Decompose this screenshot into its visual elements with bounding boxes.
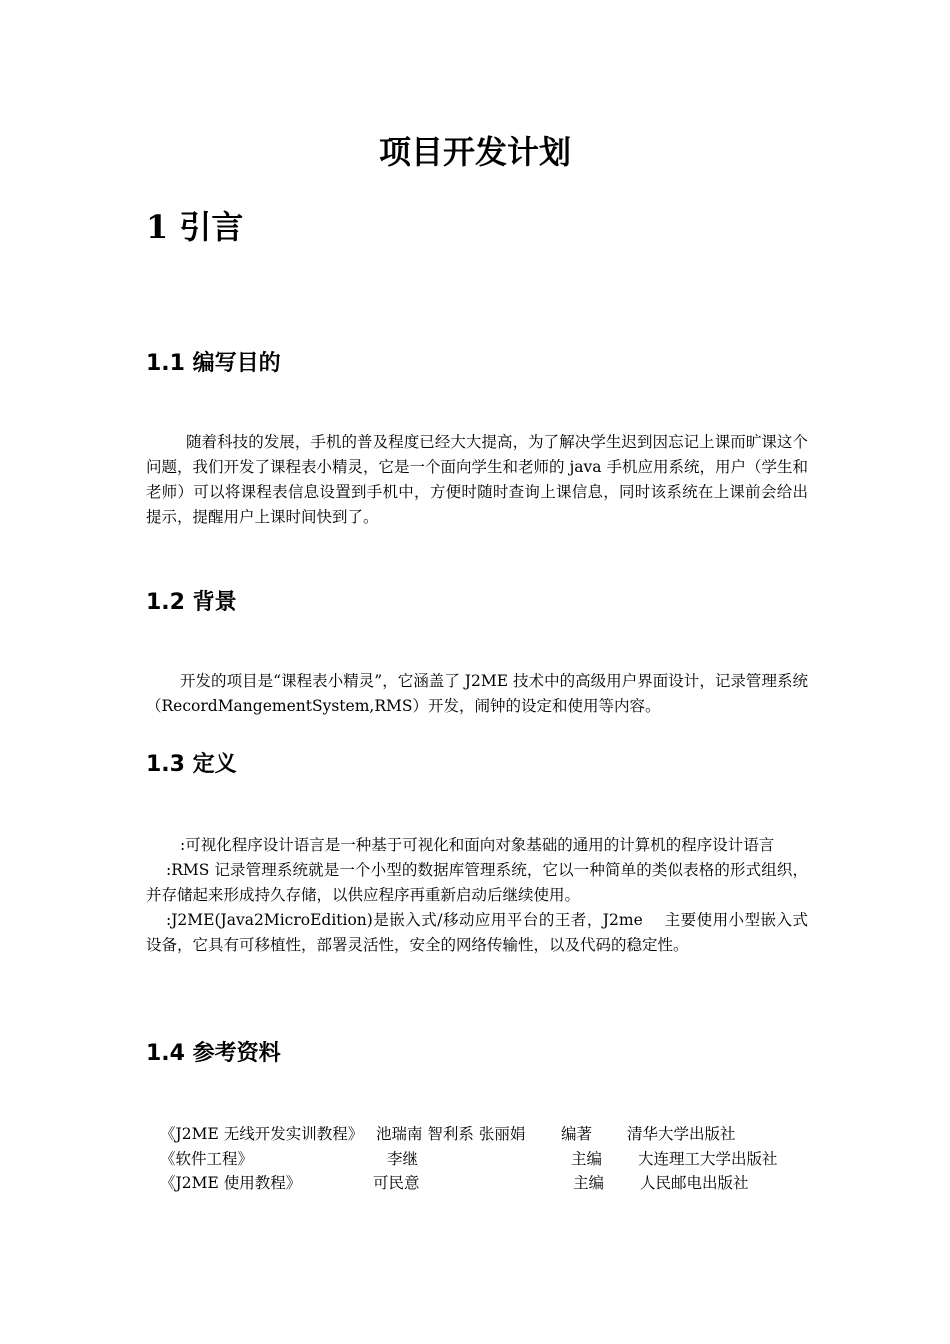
section-heading-background: 1.2 背景 xyxy=(146,590,237,615)
definition-j2me: :J2ME(Java2MicroEdition)是嵌入式/移动应用平台的王者，J2me 主要使用小型嵌入式设备，它具有可移植性，部署灵活性，安全的网络传输性，以及代码的稳定性。 xyxy=(146,911,808,954)
purpose-paragraph: 随着科技的发展，手机的普及程度已经大大提高，为了解决学生迟到因忘记上课而旷课这个问题，我们开发了课程表小精灵，它是一个面向学生和老师的 java 手机应用系统，用户（学生和老师）可以将课程表信息设置到手机中，方便时随时查询上课信息，同时该系统在上课前会给出提示，提醒用户上课时间快到了。 xyxy=(146,433,808,526)
reference-authors: 可民意 xyxy=(373,1174,420,1192)
definition-visual-language: :可视化程序设计语言是一种基于可视化和面向对象基础的通用的计算机的程序设计语言 xyxy=(180,836,775,854)
definition-rms: :RMS 记录管理系统就是一个小型的数据库管理系统，它以一种简单的类似表格的形式组织，并存储起来形成持久存储，以供应程序再重新启动后继续使用。 xyxy=(146,861,808,904)
reference-publisher: 大连理工大学出版社 xyxy=(638,1150,778,1168)
reference-publisher: 人民邮电出版社 xyxy=(640,1174,749,1192)
definitions-block xyxy=(146,833,808,958)
reference-role: 编著 xyxy=(561,1125,593,1143)
reference-role: 主编 xyxy=(571,1150,603,1168)
reference-role: 主编 xyxy=(573,1174,605,1192)
reference-publisher: 清华大学出版社 xyxy=(627,1125,736,1143)
section-heading-references: 1.4 参考资料 xyxy=(146,1041,281,1066)
reference-book-title: 《J2ME 使用教程》 xyxy=(160,1174,302,1192)
reference-authors: 李继 xyxy=(387,1150,419,1168)
section-heading-introduction: 1 引言 xyxy=(146,208,244,246)
section-heading-purpose: 1.1 编写目的 xyxy=(146,351,281,376)
reference-book-title: 《J2ME 无线开发实训教程》 xyxy=(160,1125,364,1143)
background-paragraph: 开发的项目是“课程表小精灵”，它涵盖了 J2ME 技术中的高级用户界面设计，记录管理系统（RecordMangementSystem,RMS）开发，闹钟的设定和使用等内容。 xyxy=(146,672,808,715)
document-title: 项目开发计划 xyxy=(378,133,571,171)
reference-authors: 池瑞南 智利系 张丽娟 xyxy=(376,1125,526,1143)
reference-book-title: 《软件工程》 xyxy=(160,1150,254,1168)
section-heading-definitions: 1.3 定义 xyxy=(146,752,237,777)
